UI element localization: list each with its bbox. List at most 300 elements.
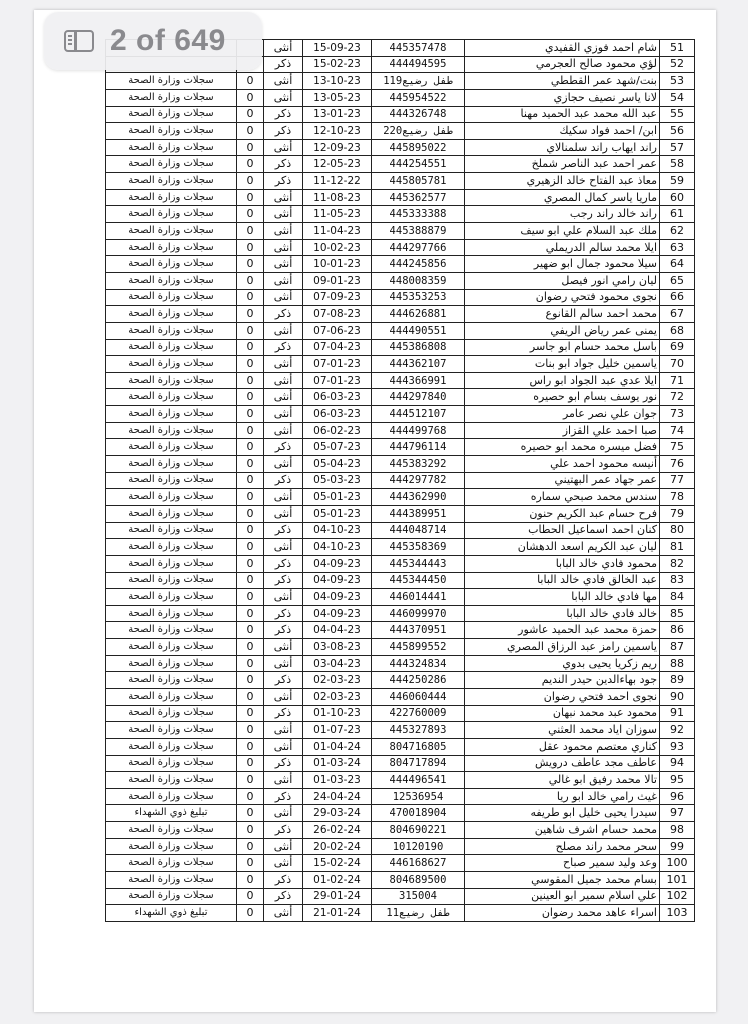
source-cell: سجلات وزارة الصحة	[106, 89, 237, 106]
count-cell: 0	[237, 306, 264, 323]
source-cell: سجلات وزارة الصحة	[106, 289, 237, 306]
source-cell: سجلات وزارة الصحة	[106, 256, 237, 273]
gender-cell: ذكر	[264, 339, 303, 356]
table-row	[106, 489, 695, 506]
source-cell: سجلات وزارة الصحة	[106, 123, 237, 140]
gender-cell: ذكر	[264, 872, 303, 889]
table-row	[106, 206, 695, 223]
id-number: 445899552	[372, 639, 465, 656]
id-number: طفل رضيع11	[372, 905, 465, 922]
source-cell: سجلات وزارة الصحة	[106, 223, 237, 240]
source-cell: سجلات وزارة الصحة	[106, 439, 237, 456]
row-number: 95	[660, 772, 695, 789]
gender-cell: أنثى	[264, 406, 303, 423]
gender-cell: ذكر	[264, 572, 303, 589]
gender-cell: ذكر	[264, 472, 303, 489]
date-cell: 05-03-23	[303, 472, 372, 489]
row-number: 56	[660, 123, 695, 140]
count-cell: 0	[237, 156, 264, 173]
row-number: 77	[660, 472, 695, 489]
count-cell: 0	[237, 123, 264, 140]
row-number: 68	[660, 322, 695, 339]
count-cell: 0	[237, 788, 264, 805]
source-cell: سجلات وزارة الصحة	[106, 755, 237, 772]
gender-cell: ذكر	[264, 888, 303, 905]
row-number: 94	[660, 755, 695, 772]
row-number: 62	[660, 223, 695, 240]
row-number: 70	[660, 356, 695, 373]
count-cell: 0	[237, 256, 264, 273]
row-number: 59	[660, 173, 695, 190]
id-number: 445386808	[372, 339, 465, 356]
date-cell: 11-08-23	[303, 189, 372, 206]
count-cell: 0	[237, 705, 264, 722]
count-cell: 0	[237, 356, 264, 373]
count-cell: 0	[237, 672, 264, 689]
count-cell: 0	[237, 688, 264, 705]
source-cell: سجلات وزارة الصحة	[106, 622, 237, 639]
person-name: ليان عبد الكريم اسعد الدهشان	[465, 539, 660, 556]
row-number: 98	[660, 822, 695, 839]
source-cell: سجلات وزارة الصحة	[106, 173, 237, 190]
person-name: شام احمد فوزي القفيدي	[465, 40, 660, 57]
id-number: 445895022	[372, 139, 465, 156]
row-number: 103	[660, 905, 695, 922]
person-name: بنت/شهد عمر القططي	[465, 73, 660, 90]
count-cell: 0	[237, 572, 264, 589]
source-cell: سجلات وزارة الصحة	[106, 872, 237, 889]
id-number: 445353253	[372, 289, 465, 306]
source-cell: سجلات وزارة الصحة	[106, 639, 237, 656]
date-cell: 05-07-23	[303, 439, 372, 456]
table-row	[106, 123, 695, 140]
source-cell: سجلات وزارة الصحة	[106, 322, 237, 339]
date-cell: 05-01-23	[303, 505, 372, 522]
id-number: 444245856	[372, 256, 465, 273]
gender-cell: ذكر	[264, 56, 303, 73]
gender-cell: ذكر	[264, 755, 303, 772]
table-row	[106, 788, 695, 805]
id-number: طفل رضيع220	[372, 123, 465, 140]
gender-cell: أنثى	[264, 688, 303, 705]
row-number: 60	[660, 189, 695, 206]
date-cell: 05-04-23	[303, 456, 372, 473]
person-name: ياسمين خليل جواد ابو بنات	[465, 356, 660, 373]
row-number: 83	[660, 572, 695, 589]
person-name: علي اسلام سمير ابو العينين	[465, 888, 660, 905]
date-cell: 01-03-24	[303, 755, 372, 772]
gender-cell: أنثى	[264, 855, 303, 872]
gender-cell: ذكر	[264, 173, 303, 190]
row-number: 97	[660, 805, 695, 822]
gender-cell: أنثى	[264, 239, 303, 256]
gender-cell: أنثى	[264, 655, 303, 672]
table-row	[106, 356, 695, 373]
date-cell: 04-09-23	[303, 605, 372, 622]
id-number: 446014441	[372, 589, 465, 606]
source-cell: سجلات وزارة الصحة	[106, 206, 237, 223]
row-number: 63	[660, 239, 695, 256]
source-cell: سجلات وزارة الصحة	[106, 489, 237, 506]
gender-cell: أنثى	[264, 722, 303, 739]
person-name: جود بهاءالدين حيدر النديم	[465, 672, 660, 689]
count-cell: 0	[237, 489, 264, 506]
gender-cell: أنثى	[264, 456, 303, 473]
source-cell: سجلات وزارة الصحة	[106, 655, 237, 672]
table-row	[106, 456, 695, 473]
table-row	[106, 239, 695, 256]
row-number: 96	[660, 788, 695, 805]
date-cell: 13-05-23	[303, 89, 372, 106]
id-number: 444496541	[372, 772, 465, 789]
id-number: 444324834	[372, 655, 465, 672]
gender-cell: أنثى	[264, 489, 303, 506]
source-cell: سجلات وزارة الصحة	[106, 555, 237, 572]
person-name: عبد الخالق فادي خالد البابا	[465, 572, 660, 589]
source-cell: سجلات وزارة الصحة	[106, 106, 237, 123]
id-number: 804716805	[372, 738, 465, 755]
count-cell: 0	[237, 655, 264, 672]
gender-cell: أنثى	[264, 289, 303, 306]
gender-cell: أنثى	[264, 189, 303, 206]
row-number: 58	[660, 156, 695, 173]
date-cell: 06-02-23	[303, 422, 372, 439]
count-cell: 0	[237, 223, 264, 240]
person-name: محمد احمد سالم القانوع	[465, 306, 660, 323]
table-row	[106, 888, 695, 905]
id-number: 444048714	[372, 522, 465, 539]
table-row	[106, 605, 695, 622]
table-row	[106, 905, 695, 922]
date-cell: 07-01-23	[303, 356, 372, 373]
person-name: كنان احمد اسماعيل الحطاب	[465, 522, 660, 539]
count-cell: 0	[237, 872, 264, 889]
table-row	[106, 672, 695, 689]
person-name: ايلا محمد سالم الدريملي	[465, 239, 660, 256]
date-cell: 01-03-23	[303, 772, 372, 789]
person-name: ملك عبد السلام علي ابو سيف	[465, 223, 660, 240]
person-name: راند ايهاب راند سلمنالاي	[465, 139, 660, 156]
row-number: 86	[660, 622, 695, 639]
table-row	[106, 539, 695, 556]
count-cell: 0	[237, 805, 264, 822]
table-row	[106, 272, 695, 289]
table-row	[106, 106, 695, 123]
count-cell: 0	[237, 639, 264, 656]
person-name: يمنى عمر رياض الريفي	[465, 322, 660, 339]
date-cell: 11-05-23	[303, 206, 372, 223]
gender-cell: ذكر	[264, 306, 303, 323]
table-row	[106, 555, 695, 572]
person-name: عمر احمد عبد الناصر شملخ	[465, 156, 660, 173]
page-indicator-text	[110, 24, 226, 58]
date-cell: 12-09-23	[303, 139, 372, 156]
gender-cell: أنثى	[264, 73, 303, 90]
gender-cell: أنثى	[264, 639, 303, 656]
date-cell: 02-03-23	[303, 688, 372, 705]
date-cell: 06-03-23	[303, 389, 372, 406]
table-row	[106, 722, 695, 739]
person-name: خالد فادي خالد البابا	[465, 605, 660, 622]
count-cell: 0	[237, 888, 264, 905]
table-row	[106, 189, 695, 206]
id-number: 445327893	[372, 722, 465, 739]
table-row	[106, 156, 695, 173]
source-cell: سجلات وزارة الصحة	[106, 389, 237, 406]
person-name: جوان علي نصر عامر	[465, 406, 660, 423]
row-number: 87	[660, 639, 695, 656]
total-page-count: 649	[174, 24, 226, 57]
table-row	[106, 89, 695, 106]
date-cell: 02-03-23	[303, 672, 372, 689]
gender-cell: أنثى	[264, 505, 303, 522]
person-name: راند خالد راند رجب	[465, 206, 660, 223]
date-cell: 04-04-23	[303, 622, 372, 639]
date-cell: 12-05-23	[303, 156, 372, 173]
id-number: 444366991	[372, 372, 465, 389]
id-number: 444297782	[372, 472, 465, 489]
id-number: 445388879	[372, 223, 465, 240]
table-row	[106, 805, 695, 822]
source-cell: سجلات وزارة الصحة	[106, 888, 237, 905]
date-cell: 01-02-24	[303, 872, 372, 889]
count-cell: 0	[237, 422, 264, 439]
gender-cell: أنثى	[264, 223, 303, 240]
gender-cell: أنثى	[264, 539, 303, 556]
person-name: محمود فادي خالد البابا	[465, 555, 660, 572]
table-row	[106, 472, 695, 489]
date-cell: 07-06-23	[303, 322, 372, 339]
person-name: باسل محمد حسام ابو جاسر	[465, 339, 660, 356]
id-number: 444362107	[372, 356, 465, 373]
person-name: لؤي محمود صالح العجرمي	[465, 56, 660, 73]
source-cell: سجلات وزارة الصحة	[106, 239, 237, 256]
date-cell: 13-01-23	[303, 106, 372, 123]
row-number: 101	[660, 872, 695, 889]
date-cell: 07-09-23	[303, 289, 372, 306]
source-cell: سجلات وزارة الصحة	[106, 73, 237, 90]
date-cell: 04-09-23	[303, 555, 372, 572]
page-indicator[interactable]	[44, 12, 262, 70]
sidebar-toggle-icon[interactable]	[64, 30, 94, 52]
table-row	[106, 389, 695, 406]
table-row	[106, 855, 695, 872]
table-row	[106, 306, 695, 323]
id-number: 444254551	[372, 156, 465, 173]
records-table-body	[106, 40, 695, 922]
gender-cell: أنثى	[264, 206, 303, 223]
id-number: 445805781	[372, 173, 465, 190]
date-cell: 03-04-23	[303, 655, 372, 672]
row-number: 78	[660, 489, 695, 506]
table-row	[106, 406, 695, 423]
id-number: 445358369	[372, 539, 465, 556]
row-number: 91	[660, 705, 695, 722]
table-row	[106, 73, 695, 90]
id-number: 445383292	[372, 456, 465, 473]
id-number: 445333388	[372, 206, 465, 223]
page-of-label: of	[136, 24, 166, 57]
table-row	[106, 822, 695, 839]
person-name: تالا محمد رفيق ابو غالي	[465, 772, 660, 789]
source-cell: سجلات وزارة الصحة	[106, 272, 237, 289]
person-name: سوزان اياد محمد العثني	[465, 722, 660, 739]
date-cell: 10-02-23	[303, 239, 372, 256]
date-cell: 07-08-23	[303, 306, 372, 323]
row-number: 100	[660, 855, 695, 872]
person-name: نور يوسف بسام ابو حصيره	[465, 389, 660, 406]
row-number: 67	[660, 306, 695, 323]
gender-cell: ذكر	[264, 123, 303, 140]
count-cell: 0	[237, 855, 264, 872]
id-number: 446099970	[372, 605, 465, 622]
row-number: 66	[660, 289, 695, 306]
id-number: 444626881	[372, 306, 465, 323]
date-cell: 04-10-23	[303, 539, 372, 556]
table-row	[106, 289, 695, 306]
row-number: 52	[660, 56, 695, 73]
table-row	[106, 372, 695, 389]
gender-cell: أنثى	[264, 422, 303, 439]
row-number: 85	[660, 605, 695, 622]
person-name: نجوى احمد فتحي رضوان	[465, 688, 660, 705]
source-cell: سجلات وزارة الصحة	[106, 339, 237, 356]
source-cell: سجلات وزارة الصحة	[106, 472, 237, 489]
count-cell: 0	[237, 905, 264, 922]
count-cell: 0	[237, 738, 264, 755]
row-number: 74	[660, 422, 695, 439]
id-number: 445954522	[372, 89, 465, 106]
date-cell: 07-01-23	[303, 372, 372, 389]
row-number: 92	[660, 722, 695, 739]
count-cell: 0	[237, 106, 264, 123]
id-number: 446168627	[372, 855, 465, 872]
person-name: سيدرا يحيى خليل ابو طريفه	[465, 805, 660, 822]
id-number: طفل رضيع119	[372, 73, 465, 90]
person-name: غيث رامي خالد ابو ريا	[465, 788, 660, 805]
source-cell: سجلات وزارة الصحة	[106, 838, 237, 855]
id-number: 444370951	[372, 622, 465, 639]
gender-cell: أنثى	[264, 838, 303, 855]
table-row	[106, 738, 695, 755]
date-cell: 24-04-24	[303, 788, 372, 805]
date-cell: 01-10-23	[303, 705, 372, 722]
person-name: ياسمين رامز عبد الرزاق المصري	[465, 639, 660, 656]
row-number: 99	[660, 838, 695, 855]
person-name: ليان رامي انور فيصل	[465, 272, 660, 289]
gender-cell: أنثى	[264, 905, 303, 922]
person-name: عمر جهاد عمر البهتيني	[465, 472, 660, 489]
source-cell: سجلات وزارة الصحة	[106, 372, 237, 389]
date-cell: 13-10-23	[303, 73, 372, 90]
person-name: فضل ميسره محمد ابو حصيره	[465, 439, 660, 456]
gender-cell: ذكر	[264, 705, 303, 722]
count-cell: 0	[237, 505, 264, 522]
date-cell: 29-01-24	[303, 888, 372, 905]
count-cell: 0	[237, 406, 264, 423]
date-cell: 04-10-23	[303, 522, 372, 539]
count-cell: 0	[237, 589, 264, 606]
gender-cell: أنثى	[264, 256, 303, 273]
count-cell: 0	[237, 372, 264, 389]
count-cell: 0	[237, 722, 264, 739]
row-number: 93	[660, 738, 695, 755]
table-row	[106, 173, 695, 190]
person-name: حمزة محمد عبد الحميد عاشور	[465, 622, 660, 639]
table-row	[106, 505, 695, 522]
table-row	[106, 439, 695, 456]
source-cell: سجلات وزارة الصحة	[106, 822, 237, 839]
person-name: بسام محمد جميل المقوسي	[465, 872, 660, 889]
current-page-number: 2	[110, 24, 128, 57]
id-number: 448008359	[372, 272, 465, 289]
person-name: معاذ عبد الفتاح خالد الزهيري	[465, 173, 660, 190]
id-number: 444250286	[372, 672, 465, 689]
count-cell: 0	[237, 456, 264, 473]
table-row	[106, 422, 695, 439]
row-number: 75	[660, 439, 695, 456]
gender-cell: ذكر	[264, 439, 303, 456]
source-cell: سجلات وزارة الصحة	[106, 505, 237, 522]
id-number: 10120190	[372, 838, 465, 855]
id-number: 445362577	[372, 189, 465, 206]
gender-cell: أنثى	[264, 372, 303, 389]
source-cell: سجلات وزارة الصحة	[106, 672, 237, 689]
date-cell: 01-07-23	[303, 722, 372, 739]
date-cell: 26-02-24	[303, 822, 372, 839]
table-row	[106, 705, 695, 722]
table-row	[106, 755, 695, 772]
id-number: 12536954	[372, 788, 465, 805]
count-cell: 0	[237, 272, 264, 289]
table-row	[106, 522, 695, 539]
document-page	[34, 10, 716, 1012]
gender-cell: ذكر	[264, 106, 303, 123]
id-number: 444326748	[372, 106, 465, 123]
gender-cell: أنثى	[264, 89, 303, 106]
table-row	[106, 572, 695, 589]
row-number: 54	[660, 89, 695, 106]
count-cell: 0	[237, 439, 264, 456]
date-cell: 07-04-23	[303, 339, 372, 356]
id-number: 445357478	[372, 40, 465, 57]
count-cell: 0	[237, 139, 264, 156]
count-cell: 0	[237, 206, 264, 223]
source-cell: تبليغ ذوي الشهداء	[106, 805, 237, 822]
count-cell: 0	[237, 189, 264, 206]
date-cell: 05-01-23	[303, 489, 372, 506]
gender-cell: أنثى	[264, 139, 303, 156]
table-row	[106, 589, 695, 606]
source-cell: سجلات وزارة الصحة	[106, 139, 237, 156]
gender-cell: ذكر	[264, 156, 303, 173]
gender-cell: ذكر	[264, 672, 303, 689]
count-cell: 0	[237, 522, 264, 539]
count-cell: 0	[237, 73, 264, 90]
gender-cell: أنثى	[264, 322, 303, 339]
table-row	[106, 772, 695, 789]
person-name: أنيسه محمود احمد علي	[465, 456, 660, 473]
date-cell: 06-03-23	[303, 406, 372, 423]
person-name: مها فادي خالد البابا	[465, 589, 660, 606]
count-cell: 0	[237, 605, 264, 622]
table-row	[106, 622, 695, 639]
person-name: سندس محمد صبحي سماره	[465, 489, 660, 506]
row-number: 65	[660, 272, 695, 289]
id-number: 470018904	[372, 805, 465, 822]
id-number: 804689500	[372, 872, 465, 889]
person-name: سحر محمد راند مصلح	[465, 838, 660, 855]
